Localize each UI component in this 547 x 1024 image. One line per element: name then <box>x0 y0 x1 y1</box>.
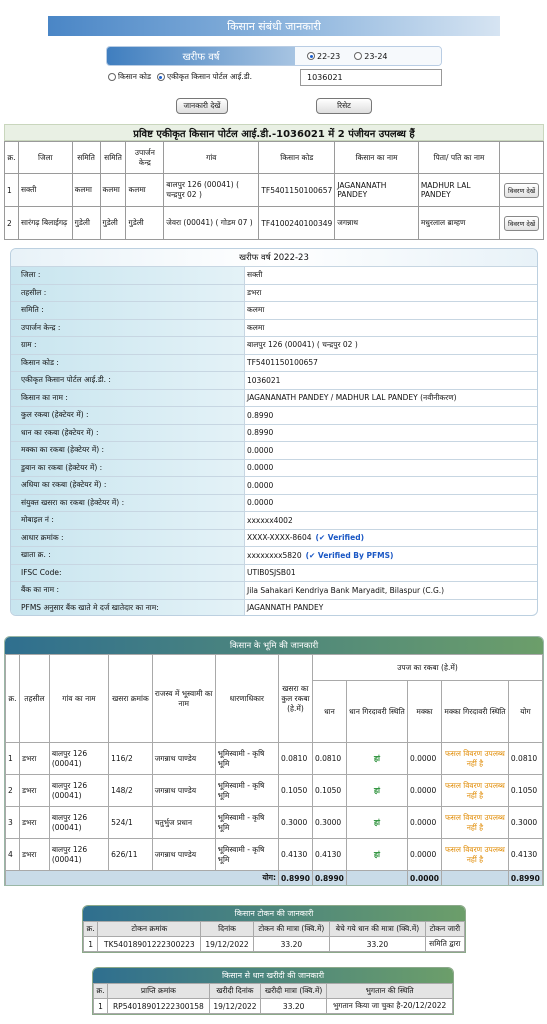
view-details-button[interactable]: विवरण देखें <box>504 183 539 198</box>
detail-key: अधिया का रकबा (हेक्टेयर में) : <box>11 477 245 494</box>
detail-key: ग्राम : <box>11 337 245 354</box>
detail-row <box>11 530 537 548</box>
detail-value <box>245 302 537 319</box>
land-info-panel <box>4 636 544 886</box>
cell-receipt-no: RP54018901222300158 <box>107 999 209 1014</box>
token-table <box>83 921 465 952</box>
table-row <box>6 743 543 775</box>
detail-row <box>11 390 537 408</box>
cell-maize-girdawari: फसल विवरण उपलब्ध नहीं है <box>441 743 508 775</box>
detail-value <box>245 495 537 512</box>
detail-row <box>11 565 537 583</box>
detail-row <box>11 600 537 617</box>
cell-sum: 0.4130 <box>508 839 542 871</box>
detail-row <box>11 355 537 373</box>
detail-row <box>11 407 537 425</box>
cell-society: गुडेली <box>100 207 126 240</box>
cell-village: बालपुर 126 (00041) <box>49 807 108 839</box>
cell-sr: 2 <box>6 775 20 807</box>
token-header-row <box>84 922 465 937</box>
cell-tehsil: डभरा <box>19 839 49 871</box>
detail-row <box>11 477 537 495</box>
detail-key: बैंक का नाम : <box>11 582 245 599</box>
cell-sum: 0.3000 <box>508 807 542 839</box>
cell-maize-area: 0.0000 <box>407 839 441 871</box>
detail-value <box>245 320 537 337</box>
detail-key: तहसील : <box>11 285 245 302</box>
cell-maize-area: 0.0000 <box>407 743 441 775</box>
cell-society: कलमा <box>100 174 126 207</box>
header-cell: पिता/ पति का नाम <box>418 142 499 174</box>
detail-value <box>245 565 537 582</box>
detail-value <box>245 600 537 617</box>
detail-row <box>11 302 537 320</box>
cell-sr: 2 <box>5 207 19 240</box>
cell-tehsil: डभरा <box>19 807 49 839</box>
detail-value-text: डभरा <box>247 287 262 297</box>
detail-value-text: JAGANNATH PANDEY <box>247 603 324 613</box>
header-cell: योग <box>508 681 542 743</box>
detail-row <box>11 495 537 513</box>
detail-value <box>245 547 537 564</box>
detail-row <box>11 547 537 565</box>
cell-token-no: TK54018901222300223 <box>98 937 201 952</box>
cell-paddy-girdawari: हां <box>346 839 407 871</box>
cell-total-area: 0.0810 <box>278 743 312 775</box>
cell-village: बालपुर 126 (00041) ( चन्द्रपुर 02 ) <box>164 174 259 207</box>
table-row <box>5 207 544 240</box>
header-cell: उपज का रकबा (हे.में) <box>312 655 542 681</box>
cell-sr: 1 <box>94 999 108 1014</box>
cell-tenure: भूमिस्वामी - कृषि भूमि <box>215 807 278 839</box>
cell-purchase-date: 19/12/2022 <box>209 999 260 1014</box>
header-cell: उपार्जन केन्द्र <box>126 142 164 174</box>
option-farmer-code[interactable]: किसान कोड <box>108 72 151 82</box>
cell-tenure: भूमिस्वामी - कृषि भूमि <box>215 743 278 775</box>
header-cell: किसान का नाम <box>335 142 419 174</box>
total-maize: 0.0000 <box>407 871 441 886</box>
cell-paddy-girdawari: हां <box>346 807 407 839</box>
cell-payment-status: भुगतान किया जा चुका है-20/12/2022 <box>327 999 453 1014</box>
detail-key: एकीकृत किसान पोर्टल आई.डी. : <box>11 372 245 389</box>
detail-value <box>245 285 537 302</box>
detail-value-text: xxxxxx4002 <box>247 515 293 525</box>
detail-row <box>11 337 537 355</box>
detail-row <box>11 460 537 478</box>
cell-khasra: 524/1 <box>109 807 153 839</box>
cell-token-qty: 33.20 <box>253 937 330 952</box>
radio-selected-icon[interactable] <box>307 52 315 60</box>
cell-owner: जगन्नाथ पाण्डेय <box>152 839 215 871</box>
detail-value <box>245 460 537 477</box>
table-header-row <box>5 142 544 174</box>
cell-tenure: भूमिस्वामी - कृषि भूमि <box>215 775 278 807</box>
detail-key: डुबान का रकबा (हेक्टेयर में) : <box>11 460 245 477</box>
detail-value <box>245 267 537 284</box>
detail-value-text: 1036021 <box>247 375 281 385</box>
cell-total-area: 0.1050 <box>278 775 312 807</box>
header-cell: खरीदी दिनांक <box>209 984 260 999</box>
detail-value-text: 0.8990 <box>247 410 274 420</box>
detail-value <box>245 530 537 547</box>
detail-row <box>11 285 537 303</box>
table-row <box>6 775 543 807</box>
header-cell <box>500 142 544 174</box>
purchase-table <box>93 983 453 1014</box>
cell-paddy-area: 0.4130 <box>312 839 346 871</box>
header-cell: क्र. <box>6 655 20 743</box>
cell-issued-by: समिति द्वारा <box>425 937 464 952</box>
header-cell: क्र. <box>5 142 19 174</box>
cell-farmer-code: TF4100240100349 <box>259 207 335 240</box>
detail-value <box>245 407 537 424</box>
detail-row <box>11 442 537 460</box>
cell-tehsil: डभरा <box>19 743 49 775</box>
cell-total-area: 0.3000 <box>278 807 312 839</box>
detail-value <box>245 512 537 529</box>
radio-icon[interactable] <box>354 52 362 60</box>
detail-value-text: कलमा <box>247 305 265 315</box>
verified-badge: (✔ Verified By PFMS) <box>305 550 394 560</box>
detail-row <box>11 267 537 285</box>
detail-key: PFMS अनुसार बैंक खाते मे दर्ज खातेदार का नाम: <box>11 600 245 617</box>
header-cell: प्राप्ति क्रमांक <box>107 984 209 999</box>
header-cell: धान गिरदावरी स्थिति <box>346 681 407 743</box>
detail-value-text: UTIB0SJSB01 <box>247 568 296 578</box>
detail-row <box>11 425 537 443</box>
cell-paddy-area: 0.1050 <box>312 775 346 807</box>
cell-sr: 1 <box>6 743 20 775</box>
header-cell: जिला <box>18 142 72 174</box>
header-cell: मक्का <box>407 681 441 743</box>
token-info-panel <box>82 905 466 953</box>
table-row <box>6 839 543 871</box>
detail-key: कुल रकबा (हेक्टेयर में) : <box>11 407 245 424</box>
table-row <box>94 999 453 1014</box>
detail-title: खरीफ वर्ष 2022-23 <box>11 249 537 267</box>
cell-khasra: 626/11 <box>109 839 153 871</box>
detail-key: धान का रकबा (हेक्टेयर में) : <box>11 425 245 442</box>
purchase-header-row <box>94 984 453 999</box>
detail-key: उपार्जन केन्द्र : <box>11 320 245 337</box>
cell-purchase-qty: 33.20 <box>261 999 327 1014</box>
detail-value-text: 0.0000 <box>247 498 274 508</box>
registration-summary-title: प्रविष्ट एकीकृत किसान पोर्टल आई.डी.-1036021 में 2 पंजीयन उपलब्ध हैं <box>4 124 544 141</box>
header-cell: खसरा का कुल रकबा (हे.में) <box>278 655 312 743</box>
verified-badge: (✔ Verified) <box>315 533 364 543</box>
table-row <box>5 174 544 207</box>
total-label: योग: <box>6 871 279 886</box>
header-cell: दिनांक <box>201 922 253 937</box>
cell-farmer-name: JAGANANATH PANDEY <box>335 174 419 207</box>
header-cell: टोकन क्रमांक <box>98 922 201 937</box>
header-cell: क्र. <box>94 984 108 999</box>
cell-farmer-name: जगन्नाथ <box>335 207 419 240</box>
cell-tenure: भूमिस्वामी - कृषि भूमि <box>215 839 278 871</box>
detail-key: किसान का नाम : <box>11 390 245 407</box>
cell-owner: जगन्नाथ पाण्डेय <box>152 775 215 807</box>
cell-paddy-girdawari: हां <box>346 743 407 775</box>
header-cell: टोकन जारी <box>425 922 464 937</box>
header-cell: खरीदी मात्रा (क्वि.में) <box>261 984 327 999</box>
detail-value <box>245 372 537 389</box>
land-total-row <box>6 871 543 886</box>
cell-khasra: 116/2 <box>109 743 153 775</box>
cell-district: सारंगढ़ बिलाईगढ़ <box>18 207 72 240</box>
cell-sr: 4 <box>6 839 20 871</box>
registration-table <box>4 141 544 240</box>
detail-value-text: कलमा <box>247 322 265 332</box>
cell-father-name: MADHUR LAL PANDEY <box>418 174 499 207</box>
detail-row <box>11 582 537 600</box>
header-cell: मक्का गिरदावरी स्थिति <box>441 681 508 743</box>
detail-value <box>245 582 537 599</box>
cell-village: बालपुर 126 (00041) <box>49 775 108 807</box>
detail-value-text: Jila Sahakari Kendriya Bank Maryadit, Bilaspur (C.G.) <box>247 585 445 595</box>
detail-key: जिला : <box>11 267 245 284</box>
detail-row <box>11 372 537 390</box>
purchase-info-title: किसान से धान खरीदी की जानकारी <box>93 968 453 983</box>
table-row <box>84 937 465 952</box>
cell-farmer-code: TF5401150100657 <box>259 174 335 207</box>
detail-value <box>245 337 537 354</box>
cell-maize-girdawari: फसल विवरण उपलब्ध नहीं है <box>441 775 508 807</box>
detail-value-text: बालपुर 126 (00041) ( चन्द्रपुर 02 ) <box>247 340 358 350</box>
view-details-button[interactable]: विवरण देखें <box>504 216 539 231</box>
cell-sr: 1 <box>5 174 19 207</box>
cell-maize-girdawari: फसल विवरण उपलब्ध नहीं है <box>441 807 508 839</box>
cell-centre: कलमा <box>126 174 164 207</box>
detail-value-text: 0.0000 <box>247 480 274 490</box>
total-paddy: 0.8990 <box>312 871 346 886</box>
header-cell: खसरा क्रमांक <box>109 655 153 743</box>
detail-value-text: TF5401150100657 <box>247 358 318 368</box>
cell-village: जेवरा (00041) ( गोडम 07 ) <box>164 207 259 240</box>
detail-value-text: JAGANANATH PANDEY / MADHUR LAL PANDEY (नवीनीकरण) <box>247 392 457 402</box>
detail-value-text: xxxxxxxx5820 <box>247 550 302 560</box>
detail-row <box>11 320 537 338</box>
portal-id-input[interactable]: 1036021 <box>300 69 442 86</box>
detail-key: IFSC Code: <box>11 565 245 582</box>
header-cell: भुगतान की स्थिति <box>327 984 453 999</box>
detail-value <box>245 477 537 494</box>
header-cell: समिति <box>72 142 100 174</box>
reset-button[interactable]: रिसेट <box>316 98 372 114</box>
detail-value <box>245 442 537 459</box>
year-option-23-24[interactable]: 23-24 <box>354 52 387 61</box>
header-cell: समिति <box>100 142 126 174</box>
detail-key: संयुक्त खसरा का रकबा (हेक्टेयर में) : <box>11 495 245 512</box>
header-cell: धान <box>312 681 346 743</box>
header-cell: क्र. <box>84 922 98 937</box>
cell-owner: जगन्नाथ पाण्डेय <box>152 743 215 775</box>
search-type-row <box>108 68 442 86</box>
cell-tehsil: डभरा <box>19 775 49 807</box>
cell-district: सक्ती <box>18 174 72 207</box>
cell-maize-area: 0.0000 <box>407 807 441 839</box>
cell-date: 19/12/2022 <box>201 937 253 952</box>
farmer-detail-panel <box>10 248 538 616</box>
cell-maize-area: 0.0000 <box>407 775 441 807</box>
cell-maize-girdawari: फसल विवरण उपलब्ध नहीं है <box>441 839 508 871</box>
detail-value-text: 0.0000 <box>247 445 274 455</box>
detail-key: किसान कोड : <box>11 355 245 372</box>
kharif-year-label: खरीफ वर्ष <box>107 47 295 65</box>
header-cell: राजस्व में भूस्वामी का नाम <box>152 655 215 743</box>
table-row <box>6 807 543 839</box>
header-cell: धारणाधिकार <box>215 655 278 743</box>
detail-value <box>245 425 537 442</box>
detail-value <box>245 390 537 407</box>
cell-sr: 1 <box>84 937 98 952</box>
land-table <box>5 654 543 886</box>
cell-society: गुडेली <box>72 207 100 240</box>
cell-father-name: मधुरलाल ब्राम्हण <box>418 207 499 240</box>
radio-selected-icon[interactable] <box>157 73 165 81</box>
header-cell: किसान कोड <box>259 142 335 174</box>
land-header-row <box>6 655 543 681</box>
option-portal-id[interactable]: एकीकृत किसान पोर्टल आई.डी. <box>157 72 252 82</box>
total-sum: 0.8990 <box>508 871 542 886</box>
cell-centre: गुडेली <box>126 207 164 240</box>
cell-sold-qty: 33.20 <box>330 937 425 952</box>
detail-value-text: XXXX-XXXX-8604 <box>247 533 312 543</box>
cell-paddy-area: 0.0810 <box>312 743 346 775</box>
cell-village: बालपुर 126 (00041) <box>49 839 108 871</box>
detail-value-text: सक्ती <box>247 270 263 280</box>
cell-village: बालपुर 126 (00041) <box>49 743 108 775</box>
year-option-22-23[interactable]: 22-23 <box>307 52 340 61</box>
page-banner: किसान संबंधी जानकारी <box>48 16 500 36</box>
detail-value <box>245 355 537 372</box>
radio-icon[interactable] <box>108 73 116 81</box>
detail-row <box>11 512 537 530</box>
total-area: 0.8990 <box>278 871 312 886</box>
detail-key: आधार क्रमांक : <box>11 530 245 547</box>
header-cell: तहसील <box>19 655 49 743</box>
cell-owner: चतुर्भुज प्रधान <box>152 807 215 839</box>
header-cell: टोकन की मात्रा (क्वि.में) <box>253 922 330 937</box>
detail-key: खाता क्र. : <box>11 547 245 564</box>
cell-society: कलमा <box>72 174 100 207</box>
kharif-year-panel <box>106 46 442 66</box>
view-info-button[interactable]: जानकारी देखें <box>176 98 228 114</box>
detail-key: समिति : <box>11 302 245 319</box>
cell-sum: 0.1050 <box>508 775 542 807</box>
detail-value-text: 0.0000 <box>247 463 274 473</box>
cell-total-area: 0.4130 <box>278 839 312 871</box>
cell-paddy-area: 0.3000 <box>312 807 346 839</box>
detail-key: मोबाइल नं : <box>11 512 245 529</box>
purchase-info-panel <box>92 967 454 1015</box>
header-cell: गांव का नाम <box>49 655 108 743</box>
token-info-title: किसान टोकन की जानकारी <box>83 906 465 921</box>
header-cell: गांव <box>164 142 259 174</box>
cell-sr: 3 <box>6 807 20 839</box>
detail-value-text: 0.8990 <box>247 428 274 438</box>
cell-sum: 0.0810 <box>508 743 542 775</box>
header-cell: बेचे गये धान की मात्रा (क्वि.में) <box>330 922 425 937</box>
cell-khasra: 148/2 <box>109 775 153 807</box>
cell-paddy-girdawari: हां <box>346 775 407 807</box>
land-info-title: किसान के भूमि की जानकारी <box>5 637 543 654</box>
detail-key: मक्का का रकबा (हेक्टेयर में) : <box>11 442 245 459</box>
